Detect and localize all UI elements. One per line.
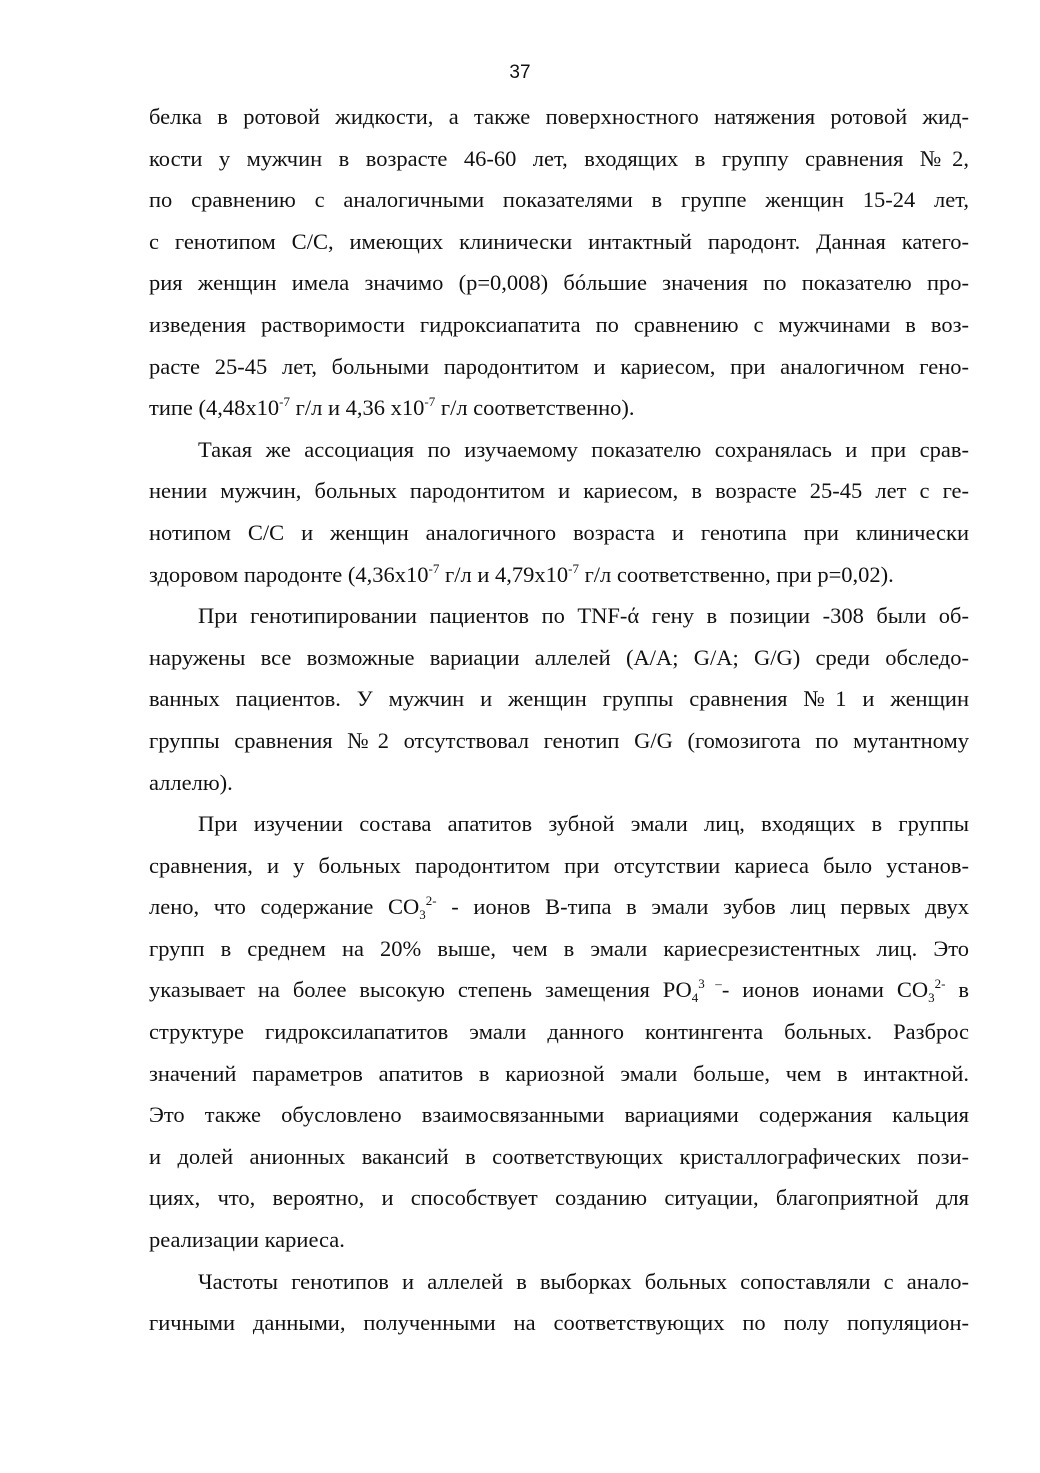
text-run: г/л соответственно).: [435, 395, 635, 421]
text-line: сравнения, и у больных пародонтитом при отсутствии кариеса было установ-: [149, 852, 969, 878]
text-line: [149, 886, 969, 928]
text-line: циях, что, вероятно, и способствует созданию ситуации, благоприятной для: [149, 1185, 969, 1211]
text-line: наружены все возможные вариации аллелей (A/A; G/A; G/G) среди обследо-: [149, 644, 969, 670]
text-line: нении мужчин, больных пародонтитом и кариесом, в возрасте 25-45 лет с ге-: [149, 478, 969, 504]
text-line: [149, 387, 969, 429]
text-run: г/л соответственно, при р=0,02).: [578, 561, 894, 587]
paragraph-2: [149, 429, 969, 595]
text-line: и долей анионных вакансий в соответствующих кристаллографических пози-: [149, 1143, 969, 1169]
subscript: 3: [419, 907, 426, 923]
text-line: значений параметров апатитов в кариозной эмали больше, чем в интактной.: [149, 1060, 969, 1086]
text-line: [149, 554, 969, 596]
superscript: 2-: [934, 976, 946, 992]
text-run: лено, что содержание СО: [149, 894, 420, 920]
text-run: - ионов В-типа в эмали зубов лиц первых двух: [436, 894, 969, 920]
text-line: белка в ротовой жидкости, а также поверхностного натяжения ротовой жид-: [149, 104, 969, 129]
text-line: группы сравнения №2 отсутствовал генотип G/G (гомозигота по мутантному: [149, 727, 969, 753]
subscript: 4: [691, 990, 699, 1006]
page-number: 37: [509, 62, 531, 83]
text-line: гичными данными, полученными на соответствующих по полу популяцион-: [149, 1310, 969, 1336]
superscript: 3 –: [698, 976, 722, 992]
body-text: [149, 96, 969, 1344]
paragraph-3: [149, 595, 969, 803]
text-line: аллелю).: [149, 769, 233, 795]
text-run: указывает на более высокую степень замещения РО: [149, 977, 692, 1003]
text-line: структуре гидроксилапатитов эмали данного контингента больных. Разброс: [149, 1019, 969, 1045]
text-line: кости у мужчин в возрасте 46-60 лет, входящих в группу сравнения №2,: [149, 145, 969, 171]
text-line: нотипом С/С и женщин аналогичного возраста и генотипа при клинически: [149, 519, 969, 545]
text-line: Частоты генотипов и аллелей в выборках больных сопоставляли с анало-: [198, 1268, 969, 1294]
superscript: 2-: [425, 893, 437, 909]
text-run: г/л и 4,36 х10: [290, 395, 425, 421]
subscript: 3: [928, 990, 935, 1006]
superscript: -7: [428, 560, 440, 576]
text-line: Такая же ассоциация по изучаемому показателю сохранялась и при срав-: [198, 436, 969, 462]
text-line: При изучении состава апатитов зубной эмали лиц, входящих в группы: [198, 811, 969, 837]
text-line: ванных пациентов. У мужчин и женщин группы сравнения №1 и женщин: [149, 686, 969, 712]
text-line: по сравнению с аналогичными показателями в группе женщин 15-24 лет,: [149, 187, 969, 213]
text-line: рия женщин имела значимо (р=0,008) бóльшие значения по показателю про-: [149, 270, 969, 296]
text-line: реализации кариеса.: [149, 1227, 345, 1253]
superscript: -7: [279, 394, 290, 410]
text-run: в: [945, 977, 970, 1003]
text-run: г/л и 4,79х10: [439, 561, 569, 587]
text-run: здоровом пародонте (4,36х10: [149, 561, 429, 587]
text-line: расте 25-45 лет, больными пародонтитом и кариесом, при аналогичном гено-: [149, 353, 969, 379]
text-run: - ионов ионами СО: [721, 977, 929, 1003]
text-line: При генотипировании пациентов по TNF-ά гену в позиции -308 были об-: [198, 603, 969, 629]
paragraph-1: [149, 96, 969, 429]
superscript: -7: [424, 394, 436, 410]
text-line: изведения растворимости гидроксиапатита по сравнению с мужчинами в воз-: [149, 311, 969, 337]
paragraph-4: [149, 803, 969, 1261]
text-line: групп в среднем на 20% выше, чем в эмали кариесрезистентных лиц. Это: [149, 935, 969, 961]
paragraph-5: [149, 1261, 969, 1344]
text-line: с генотипом С/С, имеющих клинически интактный пародонт. Данная катего-: [149, 228, 969, 254]
text-line: [149, 969, 969, 1011]
text-run: типе (4,48х10: [149, 395, 280, 421]
text-line: Это также обусловлено взаимосвязанными вариациями содержания кальция: [149, 1102, 969, 1128]
superscript: -7: [568, 560, 579, 576]
